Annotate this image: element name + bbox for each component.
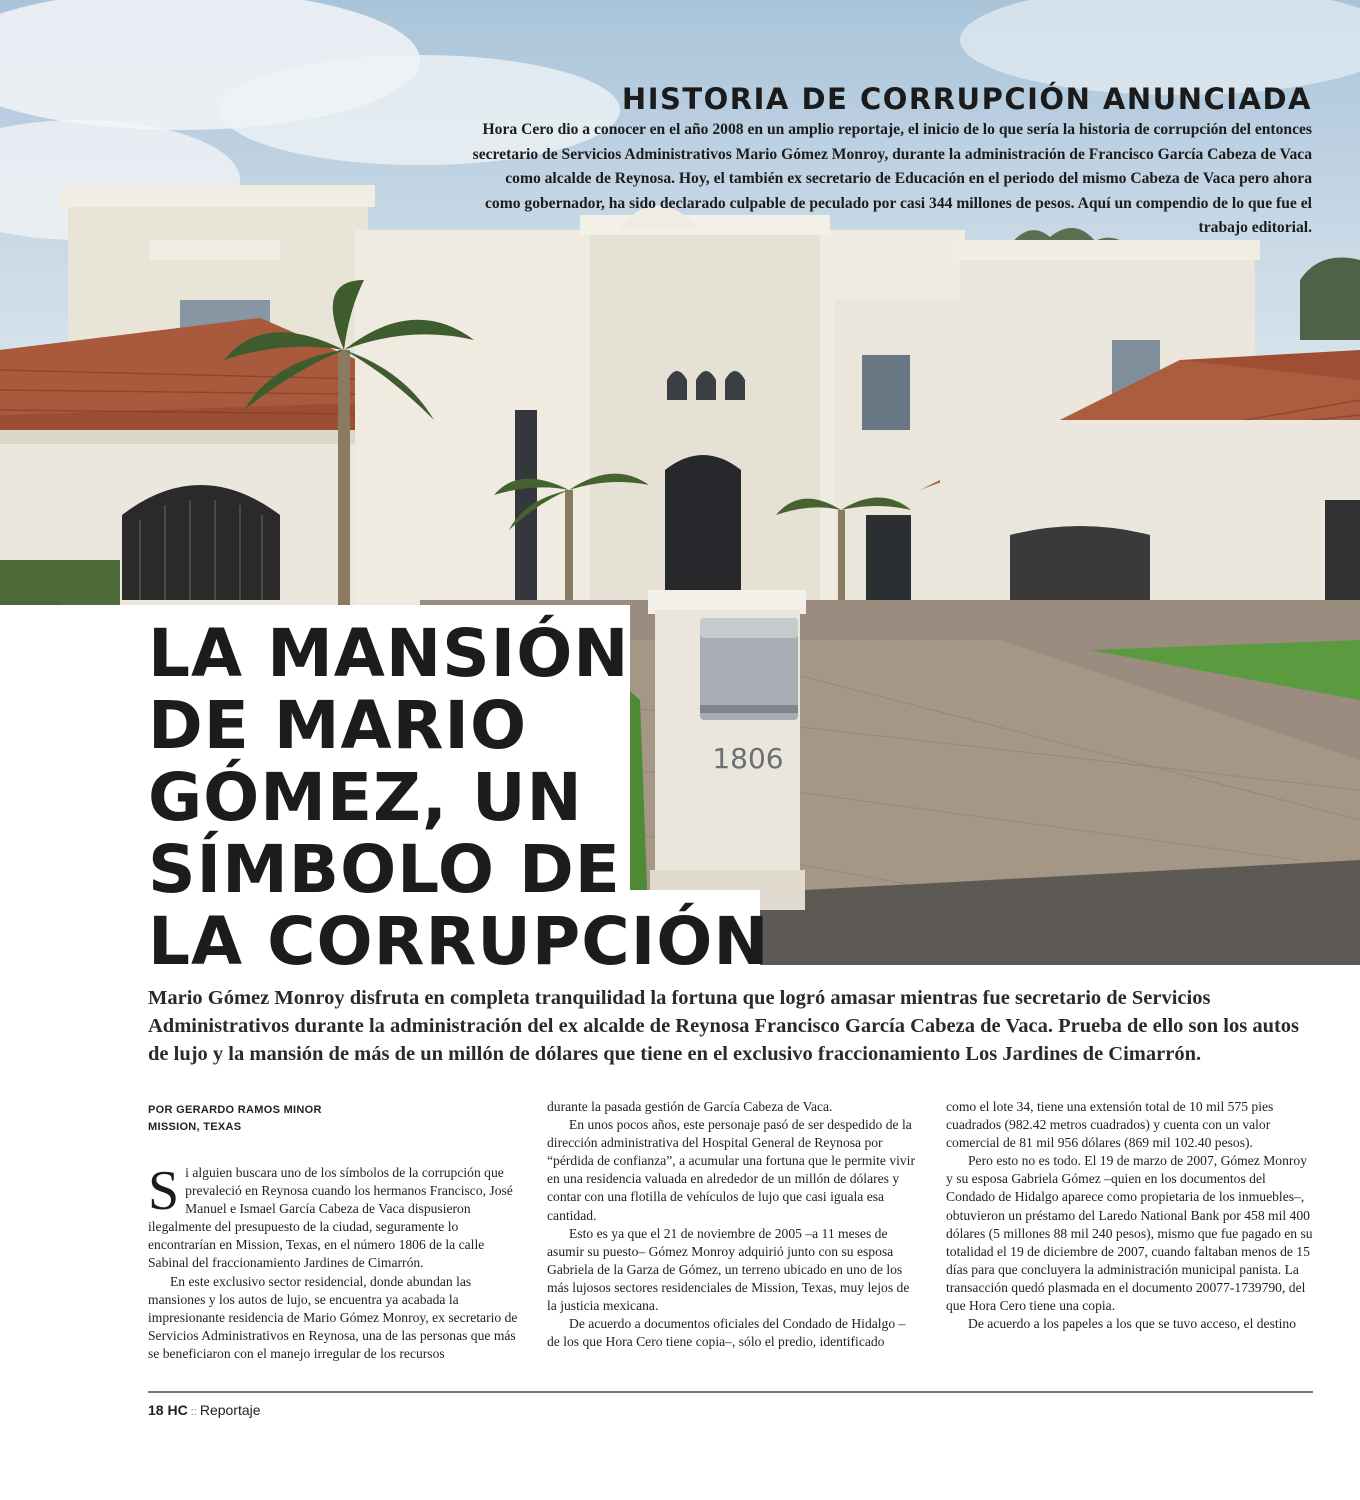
- paragraph-text: i alguien buscara uno de los símbolos de la corrupción que prevaleció en Reynosa cuando los hermanos Francisco, José Manuel e Ismael García Cabeza de Vaca dispusieron ilegalmente del presupuesto de la ciudad, seguramente lo encontrarían en Mission, Texas, en el número 1806 de la calle Sabinal del fraccionamiento Jardines de Cimarrón.: [148, 1165, 513, 1271]
- page-footer: [148, 1402, 261, 1418]
- paragraph: De acuerdo a los papeles a los que se tuvo acceso, el destino: [968, 1316, 1297, 1332]
- paragraph: En este exclusivo sector residencial, donde abundan las mansiones y los autos de lujo, se encuentra ya acabada la impresionante residencia de Mario Gómez Monroy, ex secretario de Servicios Administrativos en Reynosa, una de las personas que más se beneficiaron con el manejo irregular de los recursos: [148, 1273, 518, 1361]
- headline-line: SÍMBOLO DE: [148, 831, 621, 908]
- paragraph: Pero esto no es todo. El 19 de marzo de 2007, Gómez Monroy y su esposa Gabriela Gómez –quien en los documentos del Condado de Hidalgo aparece como propietaria de los inmuebles–, obtuvieron un préstamo del Laredo National Bank por 458 mil 400 dólares (5 millones 88 mil 240 pesos), mismo que fue pagado en su totalidad el 19 de diciembre de 2007, cuando faltaban menos de 15 días para que concluyera la administración municipal panista. La transacción quedó plasmada en el documento 20077-1739790, del que Hora Cero tiene una copia.: [946, 1153, 1313, 1314]
- paragraph: Esto es ya que el 21 de noviembre de 2005 –a 11 meses de asumir su puesto– Gómez Monroy adquirió junto con su esposa Gabriela de la Garza de Gómez, un terreno ubicado en uno de los más lujosos sectores residenciales de Mission, Texas, muy lejos de la justicia mexicana.: [547, 1225, 910, 1314]
- page-number: 18: [148, 1402, 164, 1418]
- intro-text: Hora Cero dio a conocer en el año 2008 en un amplio reportaje, el inicio de lo que sería la historia de corrupción del entonces secretario de Servicios Administrativos Mario Gómez Monroy, durante la administración de Francisco García Cabeza de Vaca como alcalde de Reynosa. Hoy, el también ex secretario de Educación en el periodo del mismo Cabeza de Vaca pero ahora como gobernador, ha sido declarado culpable de peculado por casi 344 millones de pesos. Aquí un compendio de lo que fue el trabajo editorial.: [472, 121, 1312, 236]
- headline-line: LA MANSIÓN: [148, 615, 630, 692]
- kicker-title: HISTORIA DE CORRUPCIÓN ANUNCIADA: [621, 82, 1312, 116]
- footer-rule: [148, 1391, 1313, 1393]
- column-2: [547, 1098, 917, 1368]
- paragraph: [148, 1160, 518, 1273]
- headline-line: LA CORRUPCIÓN: [148, 903, 770, 980]
- byline-location: MISSION, TEXAS: [148, 1121, 242, 1133]
- column-3: [946, 1098, 1316, 1368]
- section-name: Reportaje: [199, 1402, 261, 1418]
- paragraph: como el lote 34, tiene una extensión total de 10 mil 575 pies cuadrados (982.42 metros cuadrados) y cuenta con un valor comercial de 81 mil 956 dólares (869 mil 102.40 pesos).: [946, 1099, 1274, 1151]
- article-body: [148, 1098, 1316, 1368]
- byline: [148, 1102, 518, 1136]
- house-number: 1806: [712, 742, 784, 775]
- brand-mark: HC: [167, 1402, 188, 1418]
- column-1: [148, 1098, 518, 1368]
- byline-author: POR GERARDO RAMOS MINOR: [148, 1104, 322, 1116]
- paragraph: De acuerdo a documentos oficiales del Condado de Hidalgo –de los que Hora Cero tiene copia–, sólo el predio, identificado: [547, 1316, 906, 1350]
- footer-separator: ::: [190, 1406, 197, 1418]
- headline-line: DE MARIO: [148, 687, 528, 764]
- headline: [148, 615, 770, 980]
- drop-cap: S: [148, 1160, 180, 1222]
- deck-summary: Mario Gómez Monroy disfruta en completa tranquilidad la fortuna que logró amasar mientras fue secretario de Servicios Administrativos durante la administración del ex alcalde de Reynosa Francisco García Cabeza de Vaca. Prueba de ello son los autos de lujo y la mansión de más de un millón de dólares que tiene en el exclusivo fraccionamiento Los Jardines de Cimarrón.: [148, 987, 1300, 1065]
- headline-line: GÓMEZ, UN: [148, 759, 583, 836]
- paragraph: En unos pocos años, este personaje pasó de ser despedido de la dirección administrativa del Hospital General de Reynosa por “pérdida de confianza”, a acumular una fortuna que le permite vivir en una residencia valuada en alrededor de un millón de dólares y contar con una flotilla de vehículos de lujo que casi iguala esa cantidad.: [547, 1117, 915, 1223]
- paragraph: durante la pasada gestión de García Cabeza de Vaca.: [547, 1099, 833, 1114]
